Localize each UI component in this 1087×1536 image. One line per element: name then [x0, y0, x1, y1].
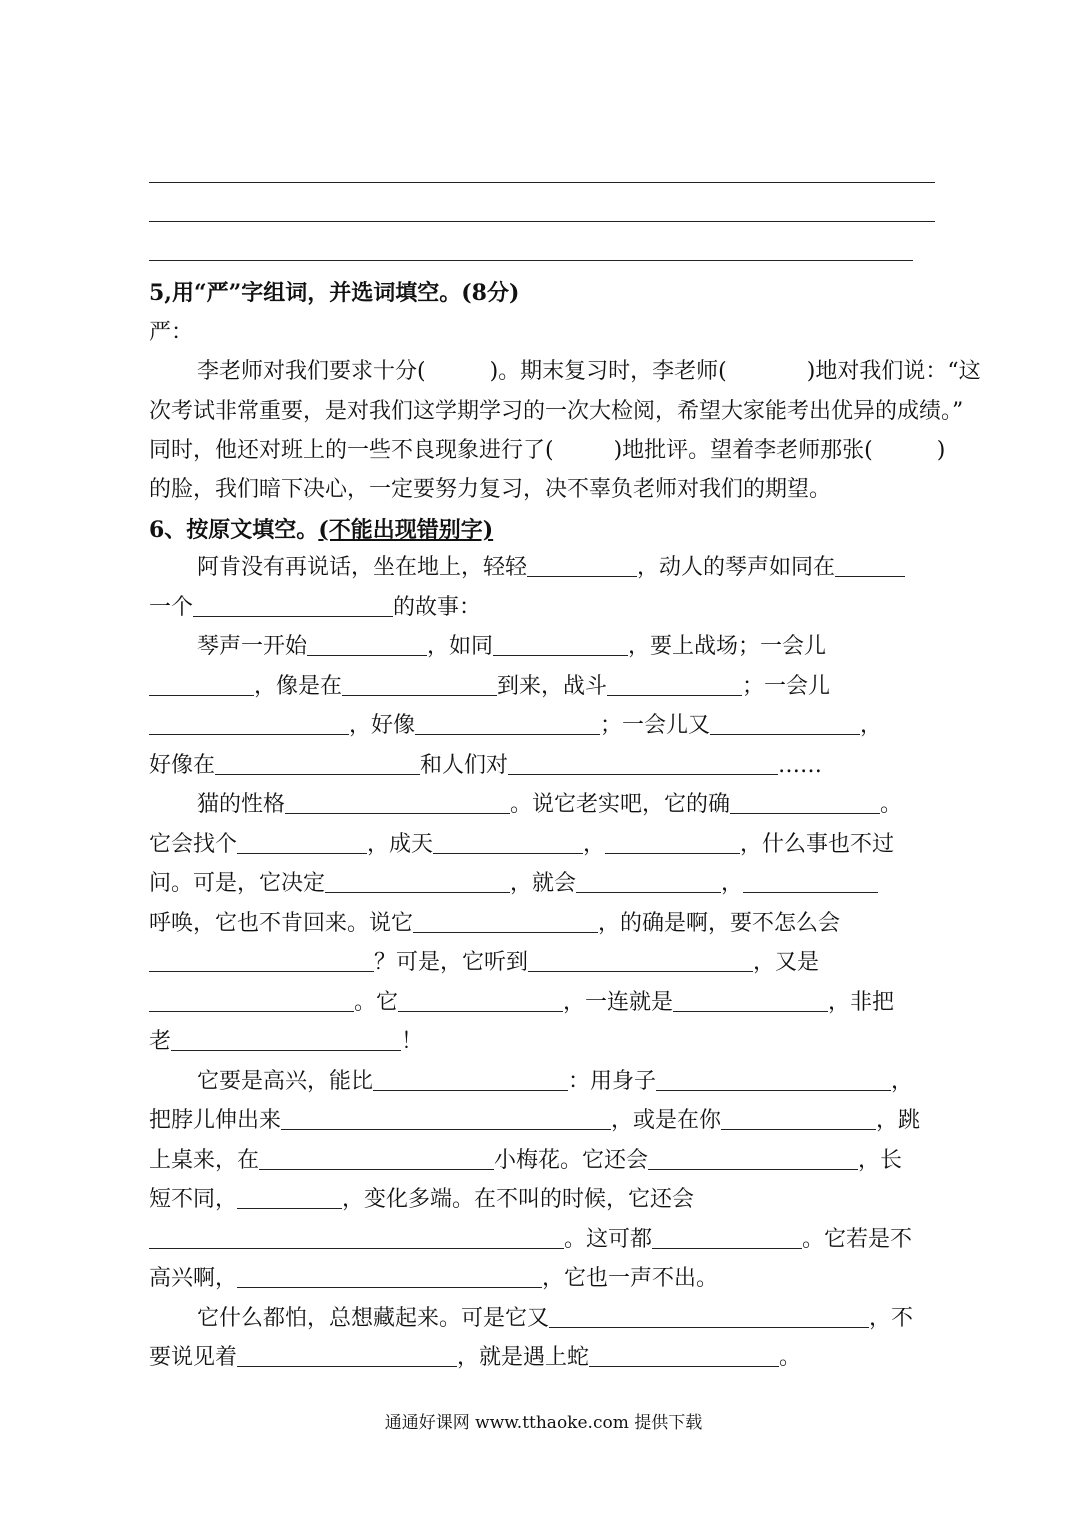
q5-para-line-3: 同时，他还对班上的一些不良现象进行了( )地批评。望着李老师那张( ) [149, 438, 946, 463]
q6-line-1: 阿肯没有再说话，坐在地上，轻轻 ，动人的琴声如同在 [149, 553, 939, 583]
blank[interactable] [605, 831, 740, 854]
q6-line-15: 把脖儿伸出来 ，或是在你 ，跳 [149, 1108, 921, 1133]
blank[interactable] [493, 633, 628, 656]
blank[interactable] [576, 870, 721, 893]
blank[interactable] [721, 1107, 876, 1130]
blank[interactable] [171, 1028, 401, 1051]
q6-line-5: ，好像 ；一会儿又 ， [149, 711, 939, 741]
blank[interactable] [149, 673, 254, 696]
q6-line-18: 。这可都 。它若是不 [149, 1225, 939, 1255]
q6-line-17: 短不同， ，变化多端。在不叫的时候，它还会 [149, 1187, 695, 1212]
blank[interactable] [149, 989, 354, 1012]
blank[interactable] [743, 870, 878, 893]
q5-para-line-2: 次考试非常重要，是对我们这学期学习的一次大检阅，希望大家能考出优异的成绩。” [149, 399, 964, 424]
q6-line-14: 它要是高兴，能比 ：用身子 ， [197, 1069, 914, 1094]
q6-line-4: ，像是在 到来，战斗 ；一会儿 [149, 672, 939, 702]
blank[interactable] [215, 752, 420, 775]
q5-para-line-4: 的脸，我们暗下决心，一定要努力复习，决不辜负老师对我们的期望。 [149, 477, 832, 502]
blank[interactable] [710, 712, 860, 735]
blank[interactable] [237, 1344, 457, 1367]
blank[interactable] [193, 594, 393, 617]
q6-title: 6、按原文填空。(不能出现错别字) [149, 517, 494, 543]
q5-yan-label: 严： [149, 320, 194, 345]
blank[interactable] [549, 1305, 869, 1328]
q6-line-7: 猫的性格 。说它老实吧，它的确 。 [197, 792, 903, 817]
blank[interactable] [648, 1147, 858, 1170]
blank[interactable] [673, 989, 828, 1012]
q6-title-note: (不能出现错别字) [318, 517, 494, 543]
blank[interactable] [237, 831, 367, 854]
blank[interactable] [589, 1344, 779, 1367]
q6-line-11: ？可是，它听到 ，又是 [149, 948, 939, 978]
blank[interactable] [149, 949, 374, 972]
blank[interactable] [835, 554, 905, 577]
blank[interactable] [508, 752, 778, 775]
blank[interactable] [373, 1068, 568, 1091]
q6-line-12: 。它 ，一连就是 ，非把 [149, 988, 939, 1018]
blank[interactable] [149, 712, 349, 735]
q5-title: 5,用“严”字组词，并选词填空。(8分) [149, 280, 520, 306]
blank[interactable] [325, 870, 510, 893]
blank[interactable] [413, 910, 598, 933]
q6-line-20: 它什么都怕，总想藏起来。可是它又 ，不 [197, 1306, 914, 1331]
blank[interactable] [281, 1107, 611, 1130]
q6-line-13: 老 ！ [149, 1029, 424, 1054]
q6-line-6: 好像在 和人们对 …… [149, 753, 823, 778]
q6-line-8: 它会找个 ，成天 ， ，什么事也不过 [149, 832, 895, 857]
blank[interactable] [259, 1147, 494, 1170]
blank[interactable] [433, 831, 583, 854]
blank[interactable] [656, 1068, 891, 1091]
blank[interactable] [730, 791, 880, 814]
q6-line-16: 上桌来，在 小梅花。它还会 ，长 [149, 1148, 903, 1173]
q6-line-2: 一个 的故事： [149, 595, 482, 620]
blank[interactable] [398, 989, 563, 1012]
footer-download-note: 通通好课网 www.tthaoke.com 提供下载 [384, 1413, 703, 1433]
q6-line-3: 琴声一开始 ，如同 ，要上战场；一会儿 [197, 634, 827, 659]
blank[interactable] [527, 554, 637, 577]
answer-line-3 [149, 260, 913, 261]
q6-line-19: 高兴啊， ，它也一声不出。 [149, 1266, 719, 1291]
blank[interactable] [415, 712, 600, 735]
blank[interactable] [285, 791, 510, 814]
blank[interactable] [652, 1226, 802, 1249]
answer-line-2 [149, 221, 935, 222]
blank[interactable] [528, 949, 753, 972]
blank[interactable] [237, 1186, 342, 1209]
blank[interactable] [237, 1265, 542, 1288]
q6-line-9: 问。可是，它决定 ，就会 ， [149, 869, 939, 899]
q6-line-10: 呼唤，它也不肯回来。说它 ，的确是啊，要不怎么会 [149, 911, 841, 936]
blank[interactable] [607, 673, 742, 696]
q6-line-21: 要说见着 ，就是遇上蛇 。 [149, 1345, 802, 1370]
blank[interactable] [149, 1226, 564, 1249]
q5-para-line-1: 李老师对我们要求十分( )。期末复习时，李老师( )地对我们说：“这 [197, 359, 981, 384]
answer-line-1 [149, 182, 935, 183]
blank[interactable] [342, 673, 497, 696]
blank[interactable] [307, 633, 427, 656]
